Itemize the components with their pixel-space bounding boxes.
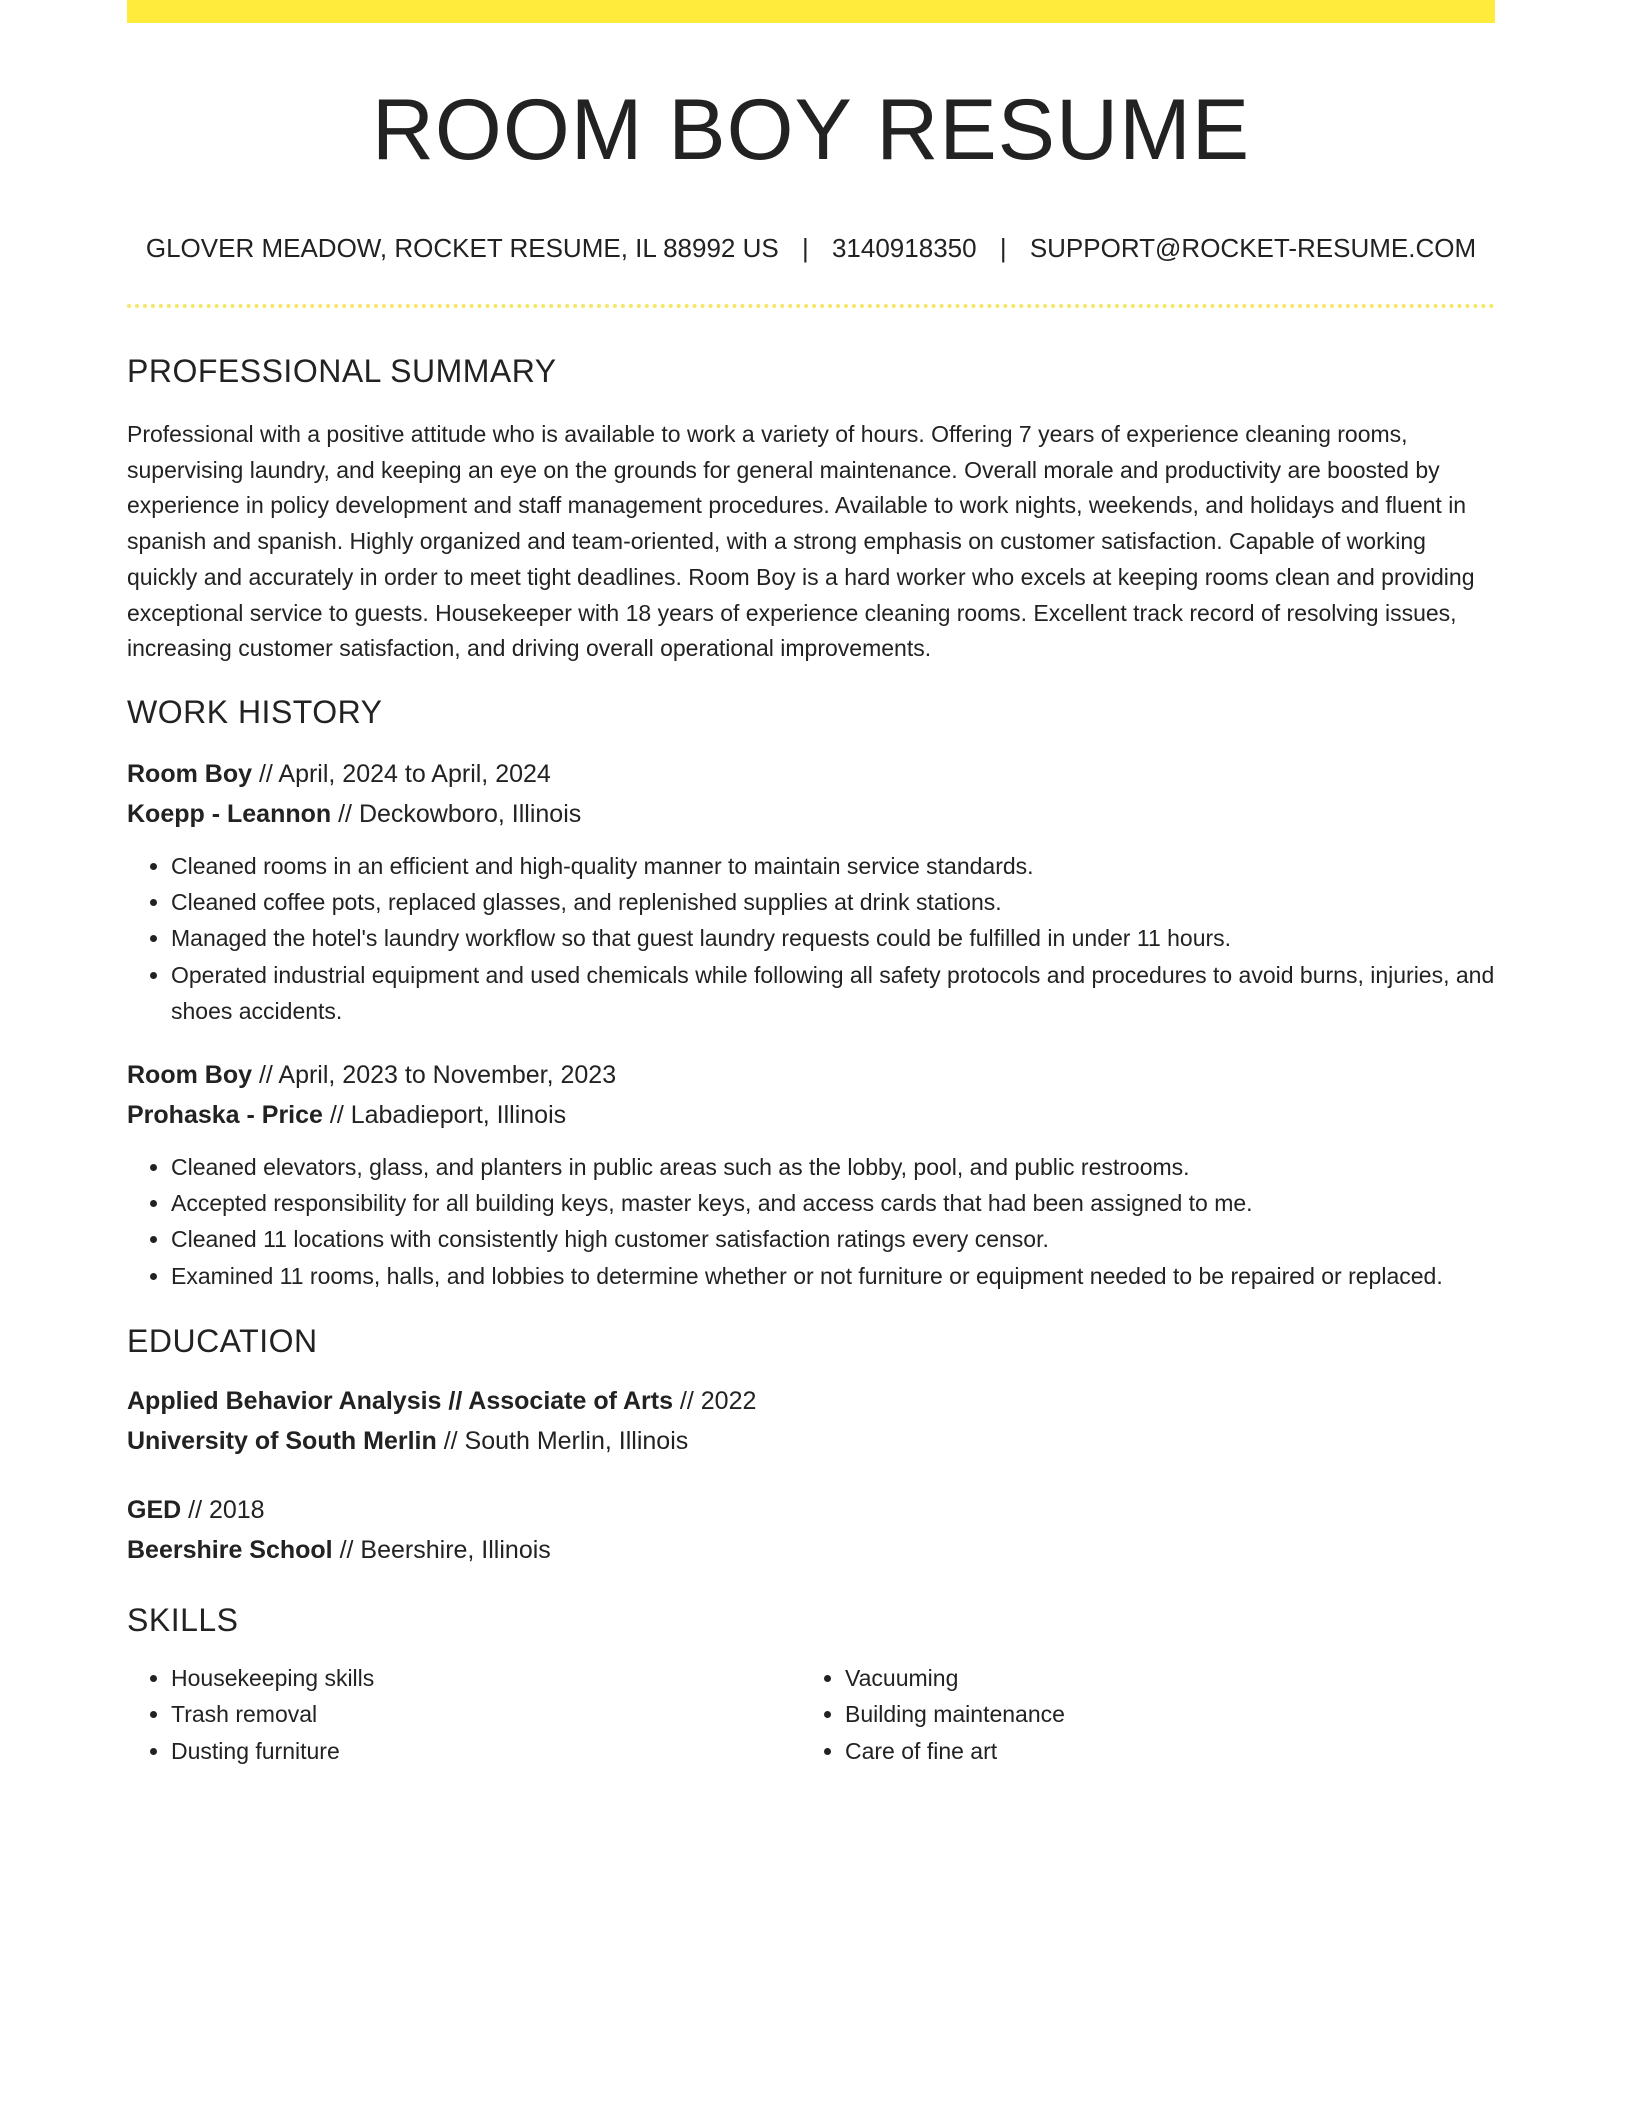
- education-school: Beershire School: [127, 1535, 333, 1564]
- job-entry: [127, 1055, 1495, 1294]
- resume-content: [127, 0, 1495, 1769]
- education-entry: [127, 1381, 1495, 1461]
- resume-name: ROOM BOY RESUME: [371, 82, 1251, 178]
- education-degree-line: [127, 1490, 1495, 1530]
- skill-item: • Dusting furniture: [171, 1733, 801, 1770]
- education-location: // Beershire, Illinois: [332, 1535, 551, 1564]
- job-bullet: • Managed the hotel's laundry workflow so that guest laundry requests could be fulfilled in under 11 hours.: [171, 920, 1495, 956]
- job-position: Room Boy: [127, 759, 252, 788]
- job-bullet: • Cleaned 11 locations with consistently high customer satisfaction ratings every censor.: [171, 1221, 1495, 1257]
- education-degree: Applied Behavior Analysis // Associate of Arts: [127, 1386, 673, 1415]
- education-year: // 2018: [181, 1495, 265, 1524]
- job-title-line: [127, 754, 1495, 794]
- skill-item: • Housekeeping skills: [171, 1660, 801, 1697]
- job-company: Koepp - Leannon: [127, 799, 332, 828]
- summary-heading: PROFESSIONAL SUMMARY: [127, 353, 557, 389]
- contact-separator: |: [801, 233, 809, 263]
- job-company-line: [127, 1095, 1495, 1135]
- job-company: Prohaska - Price: [127, 1100, 323, 1129]
- skill-item: • Trash removal: [171, 1696, 801, 1733]
- education-year: // 2022: [672, 1386, 757, 1415]
- skills-column-left: [127, 1660, 801, 1770]
- job-bullet: • Cleaned rooms in an efficient and high-quality manner to maintain service standards.: [171, 848, 1495, 884]
- job-title-line: [127, 1055, 1495, 1095]
- job-bullet: • Examined 11 rooms, halls, and lobbies to determine whether or not furniture or equipment needed to be repaired or replaced.: [171, 1258, 1495, 1294]
- education-degree: GED: [127, 1495, 182, 1524]
- education-school-line: [127, 1530, 1495, 1570]
- job-dates: // April, 2024 to April, 2024: [252, 759, 551, 788]
- contact-line: [127, 232, 1495, 264]
- skill-item: • Building maintenance: [845, 1696, 1475, 1733]
- education-school-line: [127, 1421, 1495, 1461]
- skill-item: • Care of fine art: [845, 1733, 1475, 1770]
- contact-separator: |: [999, 233, 1007, 263]
- job-location: // Deckowboro, Illinois: [331, 799, 582, 828]
- skills-heading: SKILLS: [127, 1601, 239, 1638]
- summary-text: Professional with a positive attitude who is available to work a variety of hours. Offering 7 years of experience cleaning rooms, supervising laundry, and keeping an eye on the grounds for general maintenance. Overall morale and productivity are boosted by experience in policy development and staff management procedures. Available to work nights, weekends, and holidays and fluent in spanish and spanish. Highly organized and team-oriented, with a strong emphasis on customer satisfaction. Capable of working quickly and accurately in order to meet tight deadlines. Room Boy is a hard worker who excels at keeping rooms clean and providing exceptional service to guests. Housekeeper with 18 years of experience cleaning rooms. Excellent track record of resolving issues, increasing customer satisfaction, and driving overall operational improvements.: [127, 421, 1475, 662]
- work-history-heading: WORK HISTORY: [127, 693, 383, 730]
- contact-address: GLOVER MEADOW, ROCKET RESUME, IL 88992 US: [145, 233, 779, 263]
- job-company-line: [127, 794, 1495, 834]
- job-bullet: • Cleaned coffee pots, replaced glasses, and replenished supplies at drink stations.: [171, 884, 1495, 920]
- skills-list: [127, 1660, 1495, 1770]
- skill-item: • Vacuuming: [845, 1660, 1475, 1697]
- job-location: // Labadieport, Illinois: [322, 1100, 567, 1129]
- job-bullet: • Accepted responsibility for all building keys, master keys, and access cards that had been assigned to me.: [171, 1185, 1495, 1221]
- job-bullets: [127, 848, 1495, 1029]
- job-position: Room Boy: [127, 1060, 252, 1089]
- job-bullets: [127, 1149, 1495, 1294]
- contact-email: SUPPORT@ROCKET-RESUME.COM: [1029, 233, 1477, 263]
- contact-phone: 3140918350: [831, 233, 977, 263]
- education-heading: EDUCATION: [127, 1322, 318, 1359]
- job-bullet: • Cleaned elevators, glass, and planters in public areas such as the lobby, pool, and public restrooms.: [171, 1149, 1495, 1185]
- job-dates: // April, 2023 to November, 2023: [252, 1060, 617, 1089]
- education-location: // South Merlin, Illinois: [436, 1426, 689, 1455]
- job-entry: [127, 754, 1495, 1029]
- education-entry: [127, 1490, 1495, 1570]
- dotted-divider: [127, 304, 1495, 308]
- education-degree-line: [127, 1381, 1495, 1421]
- job-bullet: • Operated industrial equipment and used chemicals while following all safety protocols and procedures to avoid burns, injuries, and shoes accidents.: [171, 957, 1495, 1029]
- skills-column-right: [801, 1660, 1475, 1770]
- education-school: University of South Merlin: [127, 1426, 437, 1455]
